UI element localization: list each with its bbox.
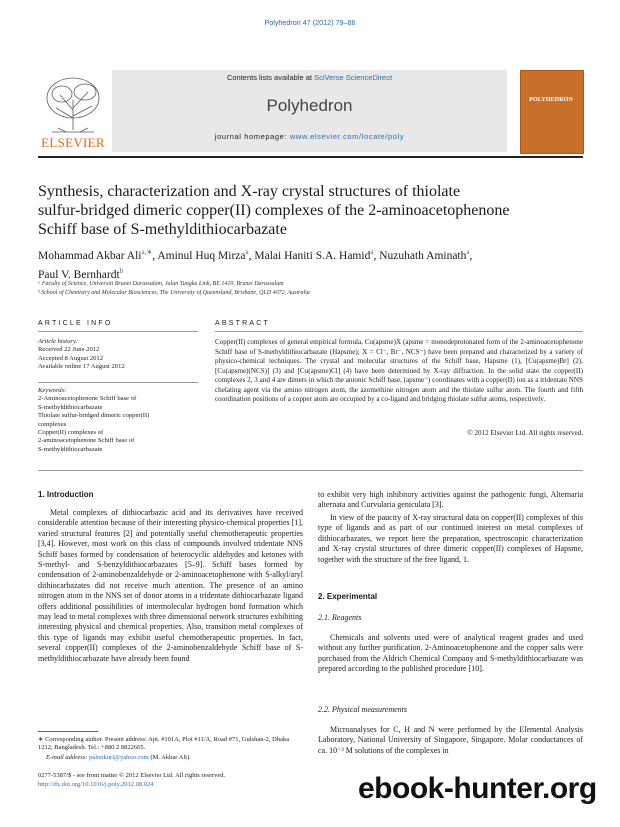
- section-heading-introduction: 1. Introduction: [38, 490, 94, 499]
- introduction-paragraph: Metal complexes of dithiocarbazic acid and its derivatives have received considerable attention because of their interesting physico-chemical properties [1], varied structural features [2] and potentially useful chemotherapeutic properties [3,4]. However, most work on this class of compounds involved tridentate NNS Schiff bases formed by condensation of heterocyclic aldehydes and ketones with S-methyl- and S-benzyldithiocarbazates [5–9]. Schiff bases formed by condensation of 2-aminobenzaldehyde or 2-aminoacetophenone with S-alkyl/aryl dithiocarbazates did not receive much attention. The presence of an amino nitrogen atom in the NNS set of donor atoms in a tridentate dithiocarbazate ligand offers additional possibilities of intermolecular hydrogen bond formation which may lead to metal complexes with three dimensional network structures exhibiting interesting physical and chemical properties. Also, transition metal complexes of this type of ligands may exhibit useful chemotherapeutic properties. In fact, several copper(II) complexes of the 2-aminobenzaldehyde Schiff base of S-methyldithiocarbazate have already been found: [38, 508, 303, 663]
- keyword: 2-Aminoacetophenone Schiff base of: [38, 395, 137, 403]
- journal-reference[interactable]: Polyhedron 47 (2012) 79–86: [264, 18, 356, 27]
- watermark-text: ebook-hunter.org: [358, 772, 597, 805]
- physical-measurements-paragraph: Microanalyses for C, H and N were performed by the Elemental Analysis Laboratory, National University of Singapore, Singapore. Molar conductances of ca. 10⁻³ M solutions of the complexes in: [318, 725, 583, 755]
- email-footnote: E-mail address: palonkuri@yahoo.com (M. Akbar Ali).: [46, 754, 191, 761]
- publisher-logo-text: ELSEVIER: [41, 135, 105, 150]
- journal-homepage-line: journal homepage: www.elsevier.com/locate/poly: [214, 132, 405, 141]
- journal-title: Polyhedron: [266, 96, 353, 115]
- right-paragraph-1: to exhibit very high inhibitory activities against the pathogenic fungi, Alternaria alternata and Curvularia geniculata [3].: [318, 490, 583, 510]
- keyword: 2-aminoacetophenone Schiff base of: [38, 437, 135, 445]
- author-name[interactable]: Malai Haniti S.A. Hamid: [254, 249, 371, 262]
- affiliation-b: ᵇ School of Chemistry and Molecular Biosciences, The University of Queensland, Brisbane, QLD 4072, Australia: [38, 290, 310, 296]
- email-link[interactable]: palonkuri@yahoo.com: [89, 754, 149, 761]
- contents-line: Contents lists available at SciVerse ScienceDirect: [226, 73, 393, 82]
- subsection-heading-physical: 2.2. Physical measurements: [318, 705, 408, 714]
- footnote-rule: [38, 731, 98, 732]
- author-name[interactable]: Nuzuhath Aminath: [379, 249, 467, 262]
- author-list: [38, 245, 583, 283]
- keywords-rule: [38, 382, 198, 383]
- article-info-rule: [38, 331, 198, 332]
- reagents-paragraph: Chemicals and solvents used were of analytical reagent grades and used without any further purification. 2-Aminoacetophenone and the copper salts were purchased from the Aldrich Chemical Company and S-methyldithiocarbazate was prepared according to the published procedure [10].: [318, 633, 583, 674]
- author-affil-mark[interactable]: b: [119, 266, 124, 275]
- keywords-block: [38, 387, 198, 454]
- keyword: S-methyldithiocarbazate: [38, 445, 103, 453]
- title-line: sulfur-bridged dimeric copper(II) complexes of the 2-aminoacetophenone: [38, 202, 510, 219]
- history-online: Available online 17 August 2012: [38, 363, 125, 371]
- section-heading-experimental: 2. Experimental: [318, 592, 378, 601]
- keywords-label: Keywords:: [38, 387, 67, 394]
- journal-homepage-link[interactable]: www.elsevier.com/locate/poly: [289, 132, 405, 141]
- abstract-text: Copper(II) complexes of general empirical formula, Cu(apsme)X (apsme = monodeprotonated form of the 2-aminoacetophenone Schiff base of S-methyldithiocarbazate (Hapsme); X = Cl⁻, Br⁻, NCS⁻) have been prepared and characterized by a variety of physico-chemical techniques. The crystal and molecular structures of the Schiff base, Hapsme (1), [Cu(apsme)Br] (2), [Cu(apsme)(NCS)] (3) and [Cu(apsme)Cl] (4) have been determined by X-ray diffraction. In the solid state the copper(II) complexes 2, 3 and 4 are dimers in which the anionic Schiff base, (apsme⁻) coordinates with a copper(II) ion as a tridentate NNS chelating agent via the amino nitrogen atom, the azomethine nitrogen atom and the thiolate sulfur atom. The fourth and fifth coordination positions of a copper atom are occupied by a co-ligand and bridging thiolate sulfur atoms, respectively.: [215, 338, 583, 403]
- author-line-1: Mohammad Akbar Ali$^{a,∗}$, Aminul Huq Mirza$^a$, Malai Haniti S.A. Hamid$^a$, Nuzuhath Aminath$^a$,: [38, 248, 473, 262]
- abstract-heading: ABSTRACT: [215, 320, 270, 327]
- front-matter-rule: [38, 470, 583, 471]
- article-history: [38, 338, 198, 372]
- corresponding-author-footnote: ∗ Corresponding author. Present address: Apt. #101A, Plot #11/A, Road #71, Gulshan-2, Dhaka 1212, Bangladesh. Tel.: +880 2 8822665.: [38, 736, 290, 751]
- author-name[interactable]: Aminul Huq Mirza: [157, 249, 246, 262]
- history-label: Article history:: [38, 338, 79, 345]
- doi-link[interactable]: http://dx.doi.org/10.1016/j.poly.2012.08.024: [38, 781, 154, 788]
- author-name[interactable]: Mohammad Akbar Ali: [38, 249, 142, 262]
- author-affil-mark[interactable]: a: [466, 248, 470, 256]
- journal-cover-title: POLYHEDRON: [529, 96, 573, 103]
- author-affil-mark[interactable]: a,∗: [141, 248, 153, 256]
- article-info-heading: ARTICLE INFO: [38, 320, 113, 327]
- title-line: Synthesis, characterization and X-ray crystal structures of thiolate: [38, 183, 461, 200]
- doi-line: [38, 781, 303, 790]
- title-line: Schiff base of S-methyldithiocarbazate: [38, 221, 287, 238]
- issn-line: 0277-5387/$ - see front matter © 2012 Elsevier Ltd. All rights reserved.: [38, 772, 226, 779]
- abstract-rule: [215, 331, 583, 332]
- email-label: E-mail address:: [46, 754, 88, 761]
- history-accepted: Accepted 8 August 2012: [38, 354, 104, 362]
- history-received: Received 22 June 2012: [38, 346, 100, 354]
- right-paragraph-2: In view of the paucity of X-ray structural data on copper(II) complexes of this type of ligands and as part of our continued interest on metal complexes of dithiocarbazates, we report here the preparation, spectroscopic characterization and X-ray crystal structures of three dimeric copper(II) complexes of Hapsme, together with the structure of the free ligand, 1.: [318, 513, 583, 564]
- sciencedirect-link[interactable]: SciVerse ScienceDirect: [314, 73, 393, 82]
- author-affil-mark[interactable]: a: [370, 248, 374, 256]
- keyword: S-methyldithiocarbazate: [38, 403, 103, 411]
- article-title: [38, 182, 583, 239]
- subsection-heading-reagents: 2.1. Reagents: [318, 613, 362, 622]
- masthead-rule: [38, 156, 583, 158]
- author-line-2: [38, 264, 583, 283]
- journal-cover-image: [520, 70, 584, 154]
- author-name[interactable]: Paul V. Bernhardt: [38, 268, 120, 281]
- abstract-copyright: © 2012 Elsevier Ltd. All rights reserved.: [467, 429, 583, 437]
- keyword: Copper(II) complexes of: [38, 429, 104, 437]
- author-affil-mark[interactable]: a: [245, 248, 249, 256]
- keyword: Thiolate sulfur-bridged dimeric copper(II): [38, 412, 150, 420]
- keyword: complexes: [38, 420, 67, 428]
- affiliation-a: ᵃ Faculty of Science, Universiti Brunei Darussalam, Jalan Tungku Link, BE 1410, Brunei Darussalam: [38, 281, 284, 287]
